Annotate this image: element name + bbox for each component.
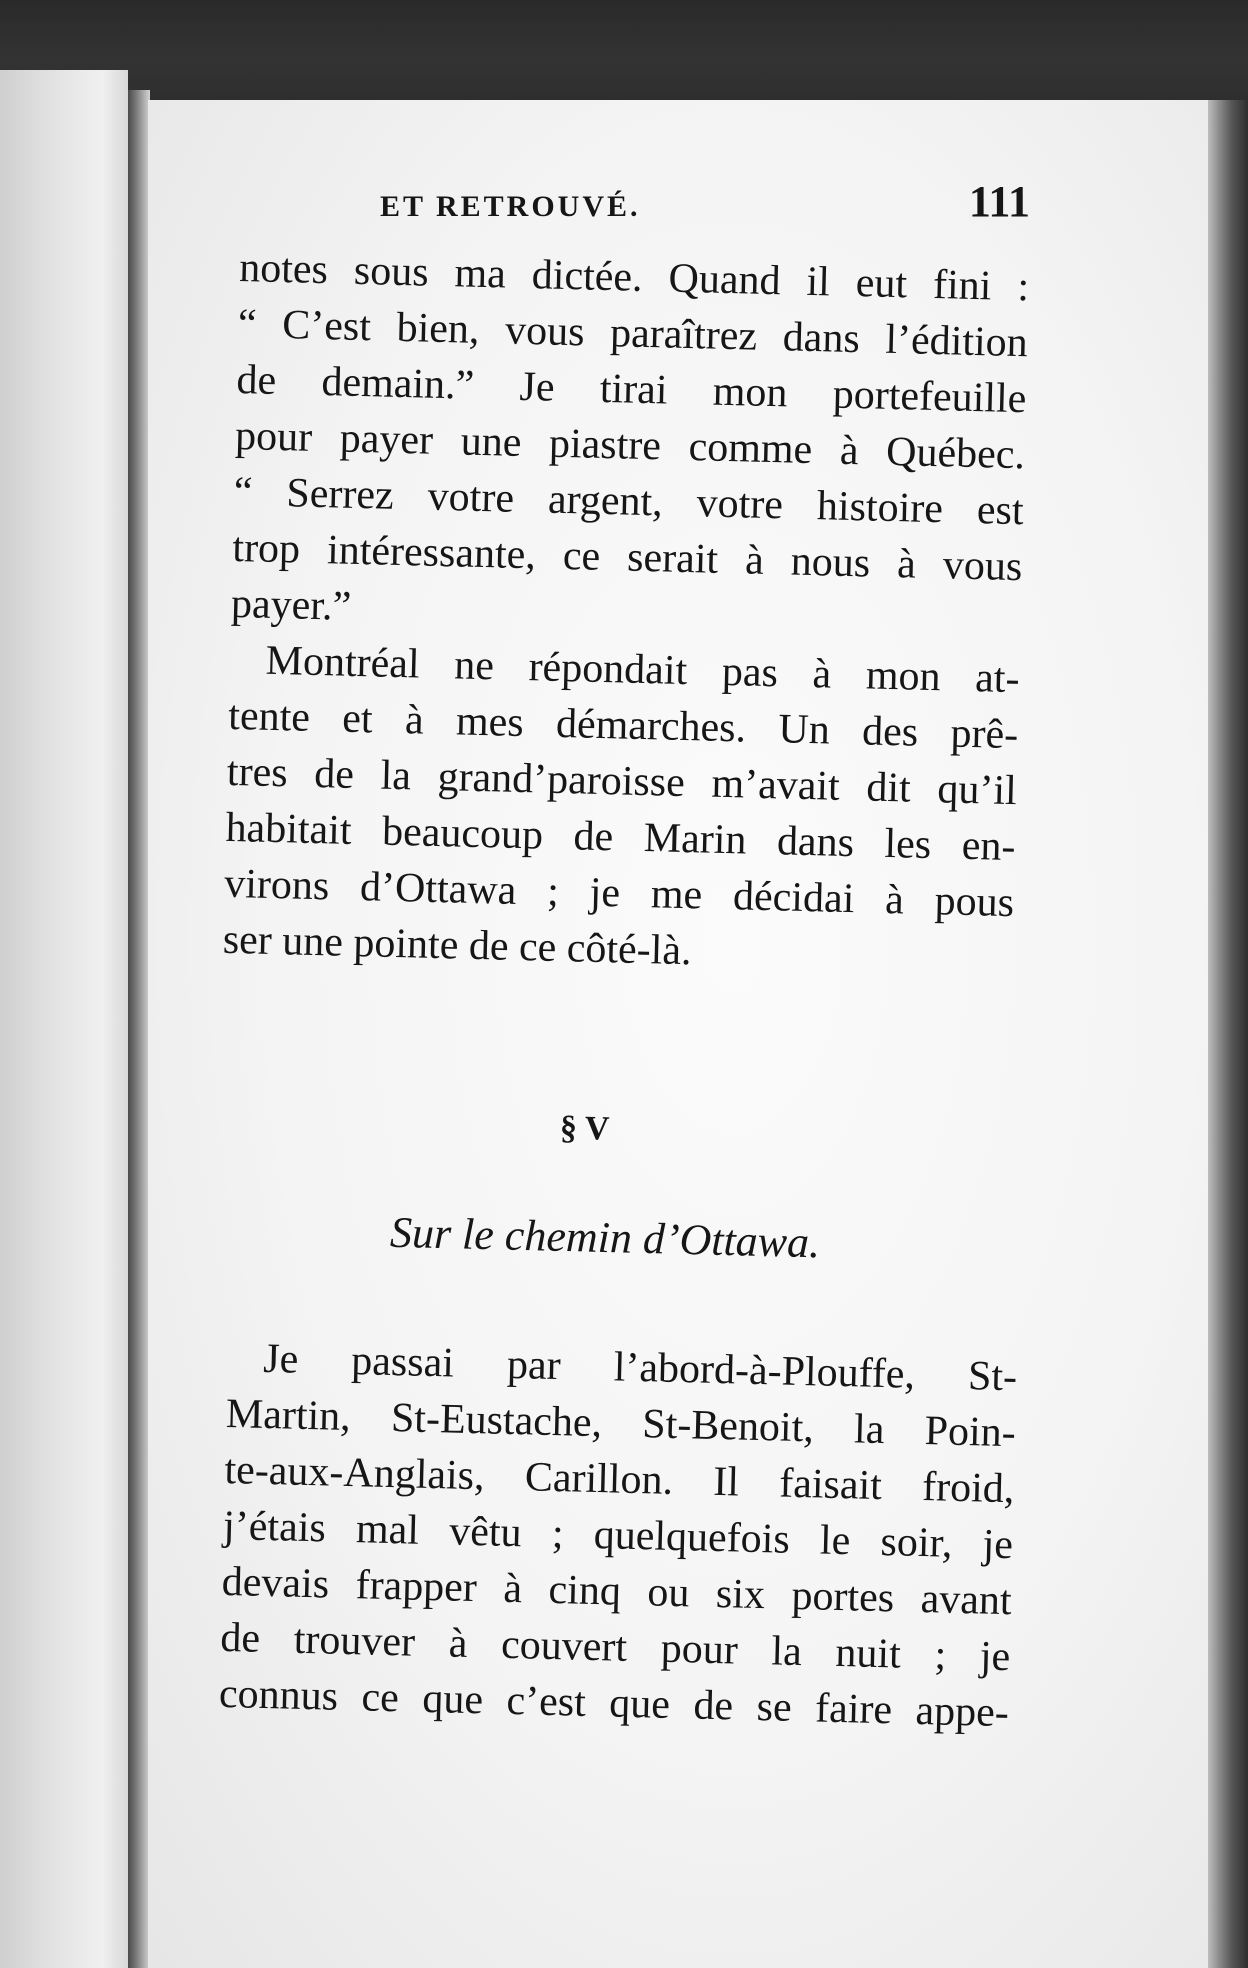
text-line: tente et à mes démarches. Un des prê- — [227, 692, 1019, 759]
paragraph-continuation — [230, 240, 1029, 651]
text-line: notes sous ma dictée. Quand il eut fini : — [238, 244, 1030, 311]
text-line: ser une pointe de ce côté-là. — [222, 916, 693, 975]
page-header — [380, 172, 1030, 232]
text-line: de trouver à couvert pour la nuit ; je — [219, 1614, 1011, 1681]
paragraph-journey — [218, 1330, 1017, 1741]
text-line: devais frapper à cinq ou six portes avant — [221, 1558, 1013, 1625]
text-line: Je passai par l’abord-à-Plouffe, St- — [262, 1335, 1018, 1401]
text-line: j’étais mal vêtu ; quelquefois le soir, je — [222, 1502, 1014, 1569]
text-line: “ Serrez votre argent, votre histoire est — [233, 468, 1025, 535]
text-line: virons d’Ottawa ; je me décidai à pous — [223, 860, 1015, 927]
text-line: trop intéressante, ce serait à nous à vous — [231, 524, 1023, 591]
book-gutter — [128, 90, 150, 1968]
text-line: “ C’est bien, vous paraîtrez dans l’édition — [237, 300, 1029, 367]
facing-page-edge — [0, 70, 128, 1968]
paragraph-montreal — [222, 632, 1020, 987]
text-line: tres de la grand’paroisse m’avait dit qu’il — [226, 748, 1018, 815]
running-head: ET RETROUVÉ. — [380, 190, 641, 223]
text-line: te-aux-Anglais, Carillon. Il faisait froid, — [224, 1446, 1015, 1513]
page-stack-edge — [1208, 100, 1248, 1968]
text-block-top — [222, 240, 1030, 987]
text-line: de demain.” Je tirai mon portefeuille — [236, 356, 1027, 423]
text-line: connus ce que c’est que de se faire appe- — [218, 1670, 1010, 1737]
text-line: habitait beaucoup de Marin dans les en- — [225, 804, 1016, 871]
text-line: Montréal ne répondait pas à mon at- — [265, 637, 1021, 703]
section-number: § V — [559, 1109, 610, 1148]
text-line: Martin, St-Eustache, St-Benoit, la Poin- — [225, 1390, 1017, 1457]
text-block-bottom — [218, 1330, 1017, 1741]
text-line: pour payer une piastre comme à Québec. — [234, 412, 1026, 479]
text-line: payer.” — [230, 580, 352, 630]
section-title: Sur le chemin d’Ottawa. — [389, 1207, 821, 1268]
page-number: 111 — [968, 177, 1030, 226]
